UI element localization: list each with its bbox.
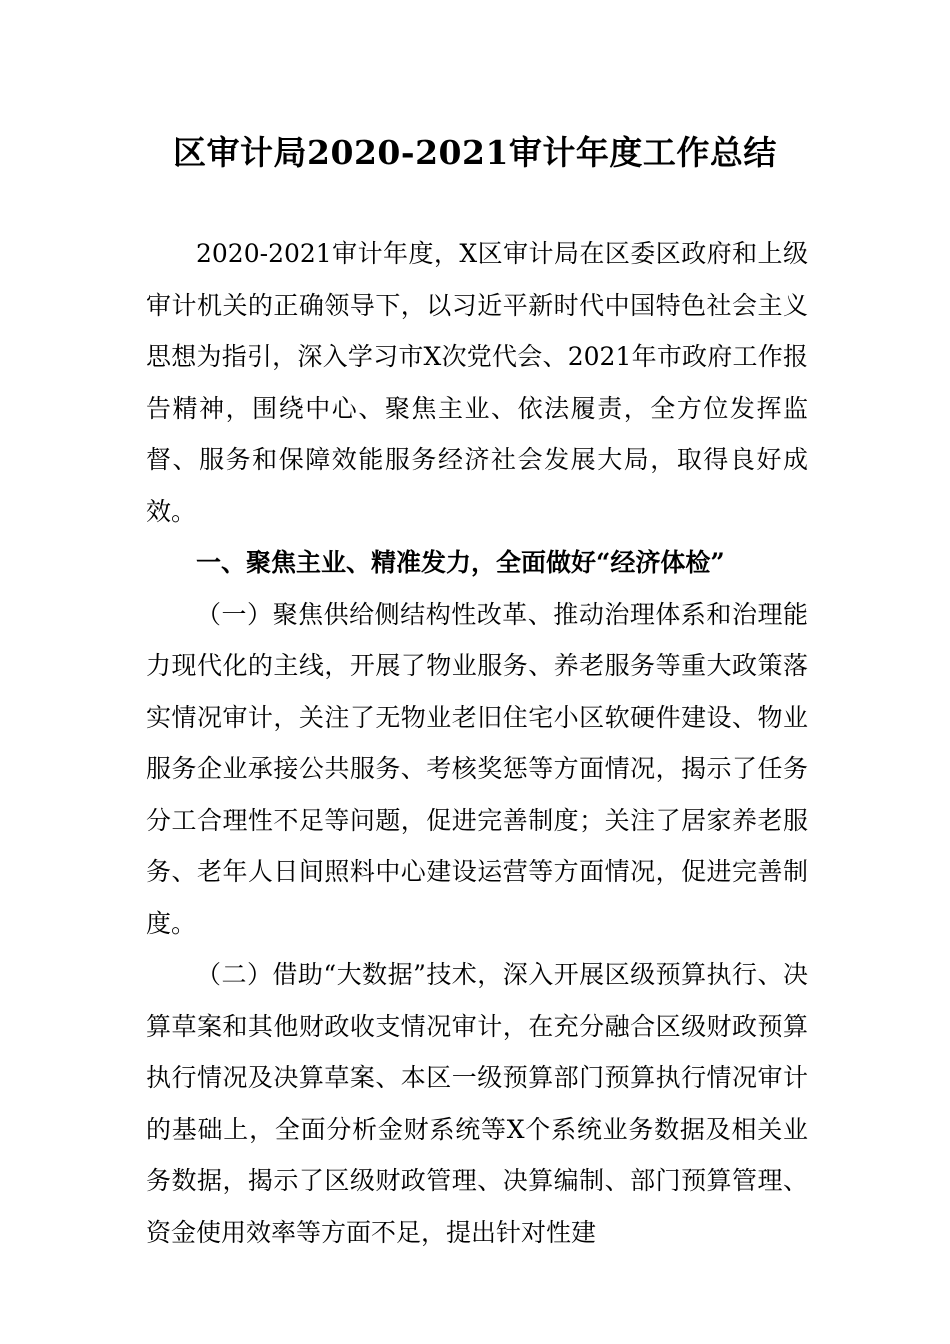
- document-title: 区审计局2020-2021审计年度工作总结: [173, 133, 777, 172]
- document-body: [146, 228, 808, 1258]
- subsection-paragraph-2: （二）借助“大数据”技术，深入开展区级预算执行、决算草案和其他财政收支情况审计，在充分融合区级财政预算执行情况及决算草案、本区一级预算部门预算执行情况审计的基础上，全面分析金财系统等X个系统业务数据及相关业务数据，揭示了区级财政管理、决算编制、部门预算管理、资金使用效率等方面不足，提出针对性建: [146, 960, 808, 1247]
- intro-paragraph: 2020-2021审计年度，X区审计局在区委区政府和上级审计机关的正确领导下，以习近平新时代中国特色社会主义思想为指引，深入学习市X次党代会、2021年市政府工作报告精神，围绕中心、聚焦主业、依法履责，全方位发挥监督、服务和保障效能服务经济社会发展大局，取得良好成效。: [146, 239, 808, 526]
- subsection-paragraph-1: （一）聚焦供给侧结构性改革、推动治理体系和治理能力现代化的主线，开展了物业服务、养老服务等重大政策落实情况审计，关注了无物业老旧住宅小区软硬件建设、物业服务企业承接公共服务、考核奖惩等方面情况，揭示了任务分工合理性不足等问题，促进完善制度；关注了居家养老服务、老年人日间照料中心建设运营等方面情况，促进完善制度。: [146, 599, 808, 938]
- section-heading-1: 一、聚焦主业、精准发力，全面做好“经济体检”: [196, 548, 725, 577]
